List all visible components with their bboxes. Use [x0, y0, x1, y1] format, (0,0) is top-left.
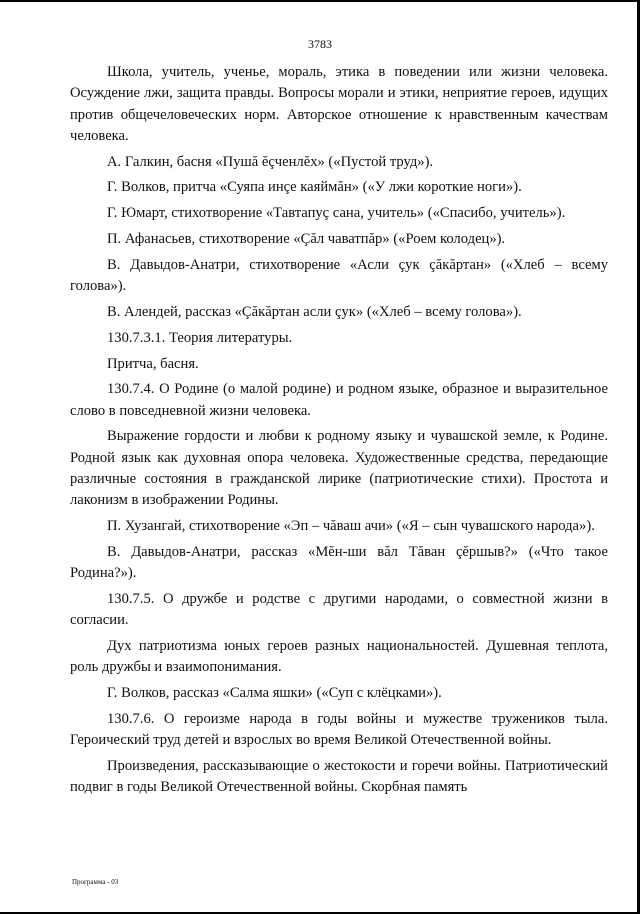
section-heading: 130.7.3.1. Теория литературы. — [107, 329, 293, 346]
paragraph: Притча, басня. — [107, 355, 199, 372]
scan-edge-top — [0, 0, 640, 2]
paragraph: Г. Волков, притча «Суяпа инçе каяймăн» («У лжи короткие ноги»). — [107, 179, 522, 196]
paragraph: В. Давыдов-Анатри, стихотворение «Асли çук çăкăртан» («Хлеб – всему голова»). — [70, 256, 608, 295]
paragraph: А. Галкин, басня «Пушă ĕçченлĕх» («Пустой труд»). — [107, 153, 434, 170]
section-heading: 130.7.4. О Родине (о малой родине) и родном языке, образное и выразительное слово в повседневной жизни человека. — [70, 381, 608, 419]
section-heading: 130.7.5. О дружбе и родстве с другими народами, о совместной жизни в согласии. — [70, 591, 608, 629]
paragraph: Г. Волков, рассказ «Салма яшки» («Суп с клёцками»). — [107, 685, 442, 702]
document-body — [70, 62, 608, 803]
footer-label: Программа - 03 — [72, 878, 119, 886]
paragraph: П. Хузангай, стихотворение «Эп – чăваш ачи» («Я – сын чувашского народа»). — [107, 518, 595, 535]
section-heading: 130.7.6. О героизме народа в годы войны и мужестве тружеников тыла. Героический труд детей и взрослых во время Великой Отечественной войны. — [70, 711, 608, 749]
paragraph: Произведения, рассказывающие о жестокости и горечи войны. Патриотический подвиг в годы Великой Отечественной войны. Скорбная память — [70, 758, 608, 796]
paragraph: Дух патриотизма юных героев разных национальностей. Душевная теплота, роль дружбы и взаимопонимания. — [70, 638, 608, 676]
paragraph: Выражение гордости и любви к родному языку и чувашской земле, к Родине. Родной язык как духовная опора человека. Художественные средства, передающие различные состояния в гражданской лирике (патриотические стихи). Простота и лаконизм в изображении Родины. — [70, 428, 608, 509]
paragraph: В. Давыдов-Анатри, рассказ «Мĕн-ши вăл Тăван çĕршыв?» («Что такое Родина?»). — [70, 543, 608, 582]
paragraph: В. Алендей, рассказ «Çăкăртан асли çук» («Хлеб – всему голова»). — [107, 303, 522, 320]
paragraph: Г. Юмарт, стихотворение «Тавтапуç сана, учитель» («Спасибо, учитель»). — [107, 205, 566, 222]
page-number: 3783 — [308, 37, 332, 51]
paragraph: П. Афанасьев, стихотворение «Çăл чаватпăр» («Роем колодец»). — [107, 231, 506, 248]
paragraph: Школа, учитель, ученье, мораль, этика в поведении или жизни человека. Осуждение лжи, защита правды. Вопросы морали и этики, неприятие героев, идущих против общечеловеческих норм. Авторское отношение к нравственным качествам человека. — [70, 64, 608, 144]
